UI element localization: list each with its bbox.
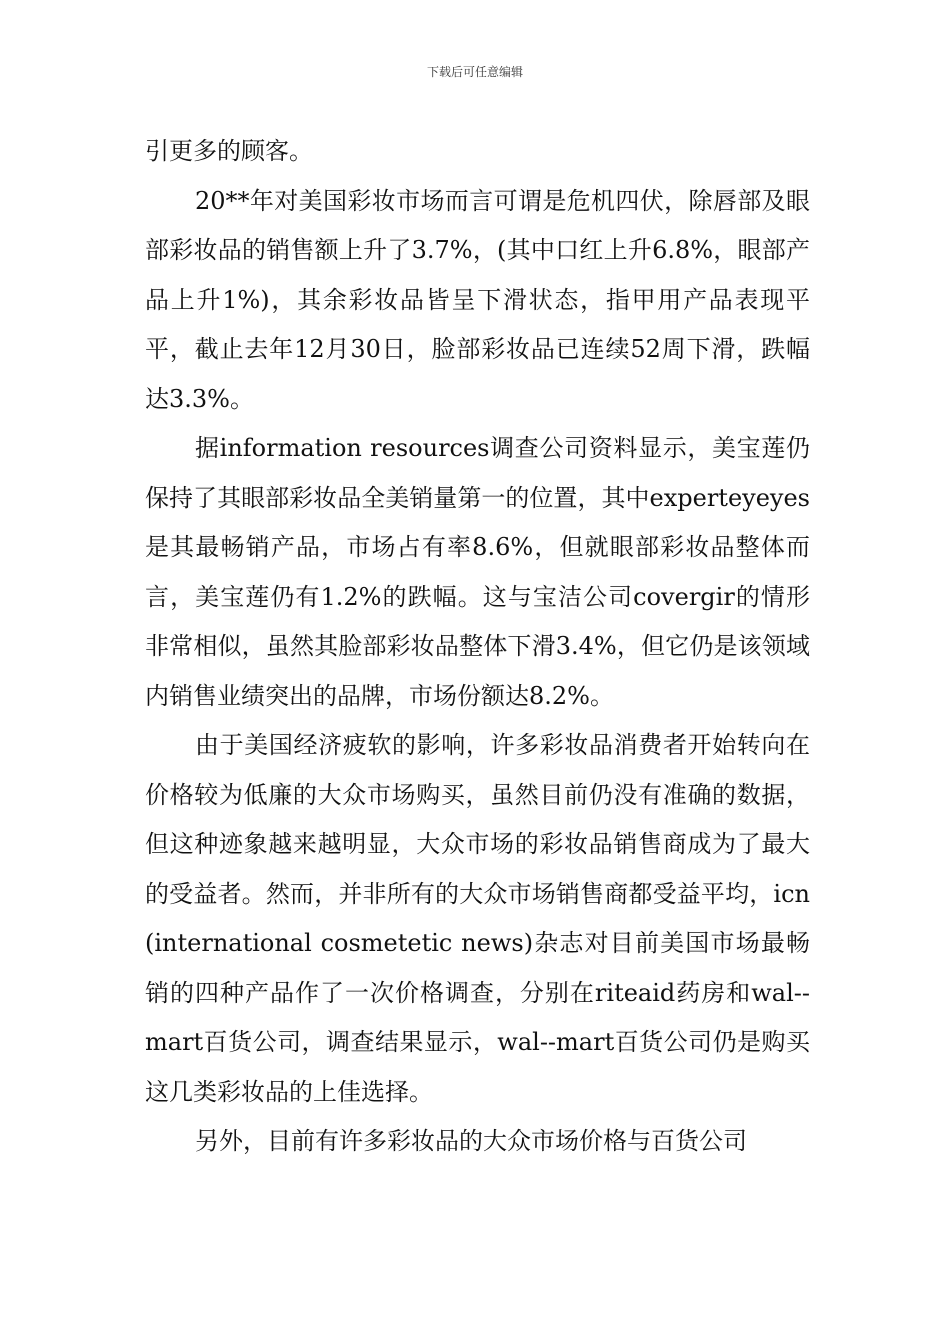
paragraph-brand-data: 据information resources调查公司资料显示，美宝莲仍保持了其眼部彩妆品全美销量第一的位置，其中experteyeyes是其最畅销产品，市场占有率8.6%，但就眼部彩妆品整体而言，美宝莲仍有1.2%的跌幅。这与宝洁公司covergir的情形非常相似，虽然其脸部彩妆品整体下滑3.4%，但它仍是该领域内销售业绩突出的品牌，市场份额达8.2%。 — [145, 434, 810, 710]
paragraph-pricing: 另外，目前有许多彩妆品的大众市场价格与百货公司 — [195, 1127, 747, 1155]
paragraph-market-overview: 20**年对美国彩妆市场而言可谓是危机四伏，除唇部及眼部彩妆品的销售额上升了3.7%，(其中口红上升6.8%，眼部产品上升1%)，其余彩妆品皆呈下滑状态，指甲用产品表现平平，截止去年12月30日，脸部彩妆品已连续52周下滑，跌幅达3.3%。 — [145, 186, 810, 413]
document-body — [145, 127, 810, 1167]
page-header: 下载后可任意编辑 — [426, 65, 523, 79]
paragraph-economy-impact: 由于美国经济疲软的影响，许多彩妆品消费者开始转向在价格较为低廉的大众市场购买，虽然目前仍没有准确的数据，但这种迹象越来越明显，大众市场的彩妆品销售商成为了最大的受益者。然而，并非所有的大众市场销售商都受益平均，icn(international cosmetetic news)杂志对目前美国市场最畅销的四种产品作了一次价格调查，分别在riteaid药房和wal--mart百货公司，调查结果显示，wal--mart百货公司仍是购买这几类彩妆品的上佳选择。 — [145, 731, 810, 1106]
paragraph-continuation: 引更多的顾客。 — [145, 137, 313, 165]
